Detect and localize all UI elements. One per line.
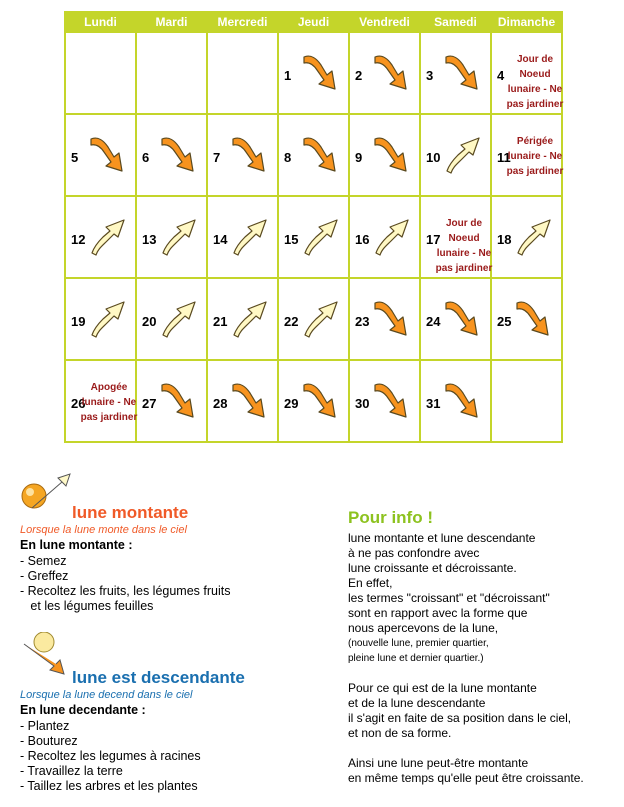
day-number: 7 [213,150,221,165]
day-number: 8 [284,150,292,165]
day-number: 21 [213,314,228,329]
info-paragraph-2 [348,681,620,741]
descendante-heading: En lune decendante : [20,703,146,717]
day-number: 31 [426,396,441,411]
list-item: - Taillez les arbres et les plantes [20,779,198,793]
day-number: 16 [355,232,370,247]
day-number: 25 [497,314,512,329]
calendar-week [65,360,562,442]
ascending-arrow-icon [88,215,128,257]
montante-subtitle: Lorsque la lune monte dans le ciel [20,524,187,536]
calendar-day-cell [136,278,207,360]
list-item: - Travaillez la terre [20,764,123,778]
ascending-arrow-icon [230,297,270,339]
calendar-day-cell [491,360,562,442]
descending-arrow-icon [301,133,341,175]
ascending-arrow-icon [230,215,270,257]
descending-arrow-icon [88,133,128,175]
descending-arrow-icon [372,297,412,339]
info-line: sont en rapport avec la forme que [348,606,528,620]
descending-arrow-icon [443,297,483,339]
calendar-day-cell [65,278,136,360]
descending-arrow-icon [443,379,483,421]
list-item: - Plantez [20,719,70,733]
descendante-list [20,719,201,794]
descending-arrow-icon [159,379,199,421]
calendar-day-cell [207,32,278,114]
day-header: Vendredi [349,12,420,32]
calendar-day-cell [278,196,349,278]
ascending-arrow-icon [372,215,412,257]
descending-arrow-icon [514,297,554,339]
info-line: les termes "croissant" et "décroissant" [348,591,550,605]
calendar-day-cell [491,196,562,278]
descending-arrow-icon [372,51,412,93]
descending-arrow-icon [301,379,341,421]
list-item: et les légumes feuilles [20,599,154,613]
info-line: (nouvelle lune, premier quartier, [348,638,489,649]
day-number: 15 [284,232,299,247]
calendar-day-cell [278,360,349,442]
list-item: - Greffez [20,569,69,583]
day-number: 2 [355,68,363,83]
day-number: 14 [213,232,228,247]
day-number: 22 [284,314,299,329]
calendar-day-cell [207,196,278,278]
descendante-subtitle: Lorsque la lune decend dans le ciel [20,689,193,701]
list-item: - Recoltez les legumes à racines [20,749,201,763]
day-number: 13 [142,232,157,247]
info-line: pleine lune et dernier quartier.) [348,653,484,664]
calendar-day-cell [207,114,278,196]
day-header: Samedi [420,12,491,32]
descending-arrow-icon [372,133,412,175]
descending-arrow-icon [301,51,341,93]
calendar-day-cell [136,32,207,114]
calendar-day-cell [420,32,491,114]
calendar-day-cell [65,196,136,278]
descending-arrow-icon [230,379,270,421]
day-header: Dimanche [491,12,562,32]
day-number: 20 [142,314,157,329]
calendar-day-cell [136,114,207,196]
calendar-week [65,32,562,114]
day-header: Mardi [136,12,207,32]
day-number: 17 [426,232,441,247]
day-number: 23 [355,314,370,329]
ascending-arrow-icon [443,133,483,175]
calendar-day-cell [65,32,136,114]
montante-title: lune montante [72,503,189,522]
day-number: 9 [355,150,363,165]
calendar-day-cell [278,32,349,114]
day-number: 3 [426,68,434,83]
list-item: - Bouturez [20,734,78,748]
calendar-day-cell [349,278,420,360]
ascending-arrow-icon [88,297,128,339]
day-note: Jour de Noeud lunaire - Ne pas jardiner [435,218,493,274]
calendar-day-cell [65,114,136,196]
info-line: à ne pas confondre avec [348,546,480,560]
calendar-body [65,32,562,442]
calendar-week [65,278,562,360]
calendar-day-cell [278,278,349,360]
info-line: et non de sa forme. [348,726,452,740]
day-number: 27 [142,396,157,411]
day-header: Lundi [65,12,136,32]
day-note: Jour de Noeud lunaire - Ne pas jardiner [506,54,564,110]
calendar-day-cell [420,114,491,196]
day-number: 30 [355,396,370,411]
info-block [348,508,620,786]
calendar-day-cell [420,360,491,442]
moon-rising-icon [20,468,72,514]
info-line: en même temps qu'elle peut être croissante. [348,771,584,785]
day-number: 12 [71,232,86,247]
descending-arrow-icon [443,51,483,93]
info-line: et de la lune descendante [348,696,486,710]
calendar-day-cell [349,114,420,196]
ascending-arrow-icon [159,297,199,339]
info-paragraph-3 [348,756,620,786]
ascending-arrow-icon [514,215,554,257]
descending-arrow-icon [372,379,412,421]
day-number: 4 [497,68,505,83]
day-number: 18 [497,232,512,247]
calendar-day-cell [491,114,562,196]
list-item: - Recoltez les fruits, les légumes fruits [20,584,231,598]
day-note: Apogée lunaire - Ne pas jardiner [80,382,138,423]
day-number: 26 [71,396,86,411]
calendar-day-cell [136,196,207,278]
moon-calendar [64,11,563,443]
ascending-arrow-icon [159,215,199,257]
day-number: 19 [71,314,86,329]
calendar-day-cell [65,360,136,442]
calendar-day-cell [491,32,562,114]
day-number: 28 [213,396,228,411]
calendar-day-cell [420,196,491,278]
day-number: 11 [497,150,511,165]
descending-arrow-icon [159,133,199,175]
day-number: 5 [71,150,79,165]
info-lines [348,531,620,636]
info-line: lune montante et lune descendante [348,531,536,545]
montante-heading: En lune montante : [20,538,133,552]
ascending-arrow-icon [301,297,341,339]
info-line: il s'agit en faite de sa position dans le ciel, [348,711,572,725]
calendar-header [65,12,562,32]
calendar-day-cell [420,278,491,360]
calendar-day-cell [491,278,562,360]
montante-list [20,554,231,614]
ascending-arrow-icon [301,215,341,257]
moon-descending-icon [20,632,72,678]
calendar-week [65,196,562,278]
calendar-day-cell [349,196,420,278]
calendar-day-cell [136,360,207,442]
calendar-day-cell [349,360,420,442]
list-item: - Semez [20,554,67,568]
day-number: 1 [284,68,292,83]
info-line: nous apercevons de la lune, [348,621,499,635]
calendar-day-cell [278,114,349,196]
descending-arrow-icon [230,133,270,175]
day-header: Mercredi [207,12,278,32]
info-title: Pour info ! [348,508,433,527]
info-line: Ainsi une lune peut-être montante [348,756,529,770]
day-note: Périgée lunaire - Ne pas jardiner [506,136,564,177]
day-number: 29 [284,396,299,411]
day-header: Jeudi [278,12,349,32]
calendar-day-cell [207,360,278,442]
info-small [348,636,620,666]
info-line: lune croissante et décroissante. [348,561,517,575]
info-line: En effet, [348,576,393,590]
descendante-title: lune est descendante [72,668,245,687]
day-number: 6 [142,150,150,165]
calendar-day-cell [207,278,278,360]
calendar-week [65,114,562,196]
calendar-day-cell [349,32,420,114]
day-number: 24 [426,314,441,329]
info-line: Pour ce qui est de la lune montante [348,681,537,695]
day-number: 10 [426,150,441,165]
